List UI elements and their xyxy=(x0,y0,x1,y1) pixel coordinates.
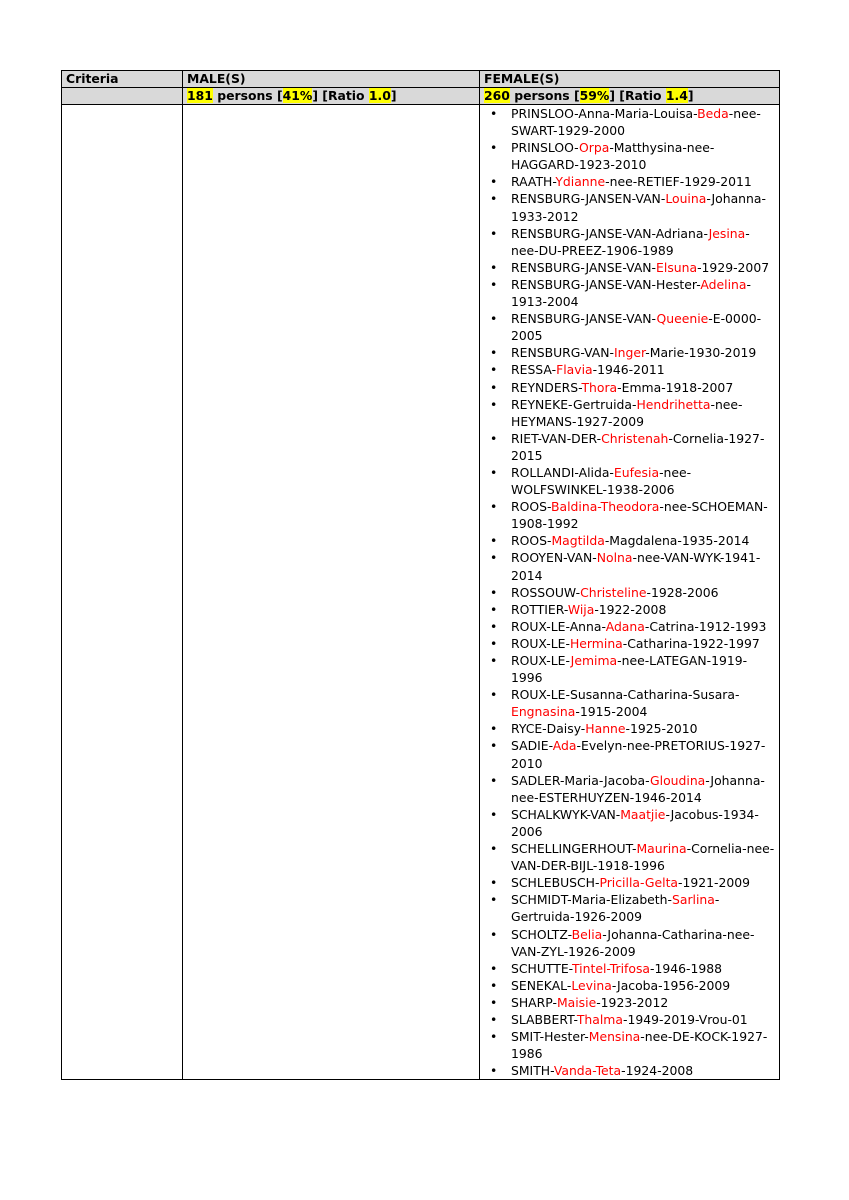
highlighted-name: Inger xyxy=(614,345,646,361)
highlighted-name: Hermina xyxy=(569,635,623,651)
name-text: -Catharina-1922-1997 xyxy=(622,635,760,651)
list-item xyxy=(484,994,775,1011)
name-text: -Cornelia-nee-VAN-DER-BIJL-1918-1996 xyxy=(511,841,775,874)
male-names-cell xyxy=(183,105,480,1080)
highlighted-name: Hanne xyxy=(585,721,626,737)
list-item xyxy=(484,498,775,532)
female-close-bracket: ] xyxy=(687,88,694,103)
highlighted-name: Nolna xyxy=(596,550,633,566)
name-text: SADIE- xyxy=(511,738,553,754)
name-text: RENSBURG-JANSE-VAN- xyxy=(511,311,657,327)
criteria-table xyxy=(61,70,780,1080)
name-text: PRINSLOO-Anna-Maria-Louisa- xyxy=(511,106,698,121)
name-text: -Cornelia-1927-2015 xyxy=(511,430,765,463)
highlighted-name: Levina xyxy=(571,977,612,993)
highlighted-name: Hendrihetta xyxy=(636,396,711,412)
name-text: SLABBERT- xyxy=(511,1011,577,1027)
name-text: -1921-2009 xyxy=(678,875,751,891)
list-item xyxy=(484,1011,775,1028)
highlighted-name: Pricilla-Gelta xyxy=(599,875,679,891)
list-item xyxy=(484,652,775,686)
name-text: -Johanna-1933-2012 xyxy=(511,191,766,224)
list-item xyxy=(484,532,775,549)
name-text: -Magdalena-1935-2014 xyxy=(604,533,750,549)
highlighted-name: Thora xyxy=(581,379,618,395)
list-item xyxy=(484,618,775,635)
highlighted-name: Mensina xyxy=(588,1029,641,1045)
highlighted-name: Elsuna xyxy=(656,259,698,275)
summary-row xyxy=(62,88,780,105)
name-text: -nee-LATEGAN-1919-1996 xyxy=(511,653,748,686)
name-text: ROTTIER- xyxy=(511,601,568,617)
female-count: 260 xyxy=(484,88,510,103)
female-ratio-label: ] [Ratio xyxy=(609,88,666,103)
name-text: ROSSOUW- xyxy=(511,584,581,600)
name-text: SCHUTTE- xyxy=(511,960,572,976)
list-item xyxy=(484,344,775,361)
name-text: -Johanna-Catharina-nee-VAN-ZYL-1926-2009 xyxy=(511,926,755,959)
highlighted-name: Adelina xyxy=(700,276,747,292)
list-item xyxy=(484,139,775,173)
highlighted-name: Eufesia xyxy=(613,464,660,480)
name-text: SCHLEBUSCH- xyxy=(511,875,600,891)
highlighted-name: Tintel-Trifosa xyxy=(571,960,650,976)
name-text: -1929-2007 xyxy=(697,259,770,275)
name-text: -Marie-1930-2019 xyxy=(645,345,757,361)
list-item xyxy=(484,772,775,806)
name-text: -nee-SCHOEMAN-1908-1992 xyxy=(511,499,768,532)
list-item xyxy=(484,310,775,344)
criteria-header: Criteria xyxy=(62,71,183,88)
highlighted-name: Jemima xyxy=(570,653,618,668)
name-text: SADLER-Maria-Jacoba- xyxy=(511,772,651,788)
female-percent: 59% xyxy=(579,88,610,103)
name-text: -Jacoba-1956-2009 xyxy=(611,977,731,993)
name-text: -1928-2006 xyxy=(646,584,719,600)
name-text: -Jacobus-1934-2006 xyxy=(511,806,759,839)
list-item xyxy=(484,190,775,224)
list-item xyxy=(484,891,775,925)
name-text: ROLLANDI-Alida- xyxy=(511,464,614,480)
list-item xyxy=(484,635,775,652)
list-item xyxy=(484,584,775,601)
name-text: RIET-VAN-DER- xyxy=(511,430,602,446)
name-text: ROUX-LE-Anna- xyxy=(511,618,606,634)
highlighted-name: Gloudina xyxy=(650,772,706,788)
list-item xyxy=(484,276,775,310)
list-item xyxy=(484,259,775,276)
list-item xyxy=(484,1028,775,1062)
criteria-summary-cell xyxy=(62,88,183,105)
name-text: -1913-2004 xyxy=(511,276,751,310)
name-text: RENSBURG-JANSEN-VAN- xyxy=(511,191,666,207)
highlighted-name: Thalma xyxy=(576,1011,623,1027)
highlighted-name: Christenah xyxy=(601,430,669,446)
name-text: RENSBURG-JANSE-VAN-Hester- xyxy=(511,276,701,292)
female-header: FEMALE(S) xyxy=(480,71,780,88)
names-row xyxy=(62,105,780,1080)
highlighted-name: Sarlina xyxy=(672,892,715,908)
name-text: -1915-2004 xyxy=(575,704,648,720)
name-text: SCHELLINGERHOUT- xyxy=(511,841,637,857)
name-text: ROUX-LE- xyxy=(511,635,570,651)
name-text: -1922-2008 xyxy=(594,601,667,617)
name-text: -Evelyn-nee-PRETORIUS-1927-2010 xyxy=(511,738,766,771)
highlighted-name: Jesina xyxy=(708,225,746,241)
name-text: PRINSLOO- xyxy=(511,140,579,156)
name-text: -1923-2012 xyxy=(596,994,669,1010)
name-text: ROUX-LE-Susanna-Catharina-Susara- xyxy=(511,687,740,703)
female-ratio: 1.4 xyxy=(665,88,688,103)
female-summary xyxy=(480,88,780,105)
highlighted-name: Adana xyxy=(605,618,645,634)
name-text: -1924-2008 xyxy=(621,1063,694,1079)
name-text: -1949-2019-Vrou-01 xyxy=(622,1011,748,1027)
list-item xyxy=(484,396,775,430)
name-text: SHARP- xyxy=(511,994,557,1010)
list-item xyxy=(484,379,775,396)
list-item xyxy=(484,464,775,498)
name-text: RYCE-Daisy- xyxy=(511,721,586,737)
list-item xyxy=(484,1062,775,1079)
name-text: SMIT-Hester- xyxy=(511,1029,589,1045)
name-text: RENSBURG-VAN- xyxy=(511,345,614,361)
male-close-bracket: ] xyxy=(390,88,397,103)
list-item xyxy=(484,926,775,960)
male-ratio-label: ] [Ratio xyxy=(312,88,369,103)
highlighted-name: Flavia xyxy=(556,362,593,378)
list-item xyxy=(484,720,775,737)
name-text: SENEKAL- xyxy=(511,977,572,993)
list-item xyxy=(484,686,775,720)
list-item xyxy=(484,601,775,618)
name-text: REYNDERS- xyxy=(511,379,582,395)
name-text: RENSBURG-JANSE-VAN-Adriana- xyxy=(511,225,709,241)
name-text: REYNEKE-Gertruida- xyxy=(511,396,637,412)
name-text: RENSBURG-JANSE-VAN- xyxy=(511,259,657,275)
list-item xyxy=(484,225,775,259)
male-summary xyxy=(183,88,480,105)
name-text: -nee-WOLFSWINKEL-1938-2006 xyxy=(511,464,692,498)
name-text: -nee-VAN-WYK-1941-2014 xyxy=(511,550,761,583)
name-text: -nee-SWART-1929-2000 xyxy=(511,106,761,139)
highlighted-name: Maisie xyxy=(556,994,597,1010)
name-text: -E-0000-2005 xyxy=(511,311,762,344)
name-text: -Catrina-1912-1993 xyxy=(644,618,767,634)
name-text: SCHOLTZ- xyxy=(511,926,572,942)
highlighted-name: Louina xyxy=(665,191,707,207)
name-text: ROOYEN-VAN- xyxy=(511,550,597,566)
highlighted-name: Engnasina xyxy=(511,704,576,720)
highlighted-name: Christeline xyxy=(580,584,647,600)
name-text: SCHALKWYK-VAN- xyxy=(511,806,621,822)
list-item xyxy=(484,430,775,464)
name-text: -nee-DE-KOCK-1927-1986 xyxy=(511,1029,768,1062)
criteria-cell xyxy=(62,105,183,1080)
female-name-list xyxy=(484,105,775,1079)
highlighted-name: Maurina xyxy=(636,841,687,857)
name-text: -nee-RETIEF-1929-2011 xyxy=(605,174,752,190)
list-item xyxy=(484,977,775,994)
name-text: RAATH- xyxy=(511,174,556,190)
list-item xyxy=(484,840,775,874)
list-item xyxy=(484,737,775,771)
name-text: -1946-1988 xyxy=(650,960,723,976)
name-text: -Johanna-nee-ESTERHUYZEN-1946-2014 xyxy=(511,772,765,805)
name-text: ROOS- xyxy=(511,533,552,549)
list-item xyxy=(484,105,775,139)
name-text: SCHMIDT-Maria-Elizabeth- xyxy=(511,892,672,908)
list-item xyxy=(484,361,775,378)
name-text: SMITH- xyxy=(511,1063,554,1079)
highlighted-name: Orpa xyxy=(579,140,610,156)
female-names-cell xyxy=(480,105,780,1080)
name-text: RESSA- xyxy=(511,362,557,378)
list-item xyxy=(484,549,775,583)
highlighted-name: Baldina-Theodora xyxy=(551,499,660,515)
male-count: 181 xyxy=(187,88,213,103)
name-text: ROUX-LE- xyxy=(511,653,571,668)
name-text: -1946-2011 xyxy=(592,362,665,378)
male-header: MALE(S) xyxy=(183,71,480,88)
highlighted-name: Wija xyxy=(567,601,595,617)
name-text: -Emma-1918-2007 xyxy=(617,379,734,395)
female-persons-label: persons [ xyxy=(514,88,580,103)
male-percent: 41% xyxy=(282,88,313,103)
list-item xyxy=(484,806,775,840)
name-text: -1925-2010 xyxy=(625,721,698,737)
highlighted-name: Queenie xyxy=(656,311,709,327)
male-ratio: 1.0 xyxy=(368,88,391,103)
list-item xyxy=(484,874,775,891)
highlighted-name: Magtilda xyxy=(551,533,605,549)
name-text: -Matthysina-nee-HAGGARD-1923-2010 xyxy=(511,140,715,173)
table-header-row xyxy=(62,71,780,88)
highlighted-name: Vanda-Teta xyxy=(553,1063,622,1079)
name-text: -nee-DU-PREEZ-1906-1989 xyxy=(511,225,750,258)
highlighted-name: Belia xyxy=(571,926,603,942)
male-persons-label: persons [ xyxy=(217,88,283,103)
highlighted-name: Maatjie xyxy=(620,806,666,822)
highlighted-name: Beda xyxy=(697,106,729,121)
name-text: ROOS- xyxy=(511,499,552,515)
name-text: -nee-HEYMANS-1927-2009 xyxy=(511,396,743,429)
list-item xyxy=(484,173,775,190)
highlighted-name: Ada xyxy=(552,738,577,754)
list-item xyxy=(484,960,775,977)
name-text: -Gertruida-1926-2009 xyxy=(511,892,720,925)
highlighted-name: Ydianne xyxy=(555,174,606,190)
